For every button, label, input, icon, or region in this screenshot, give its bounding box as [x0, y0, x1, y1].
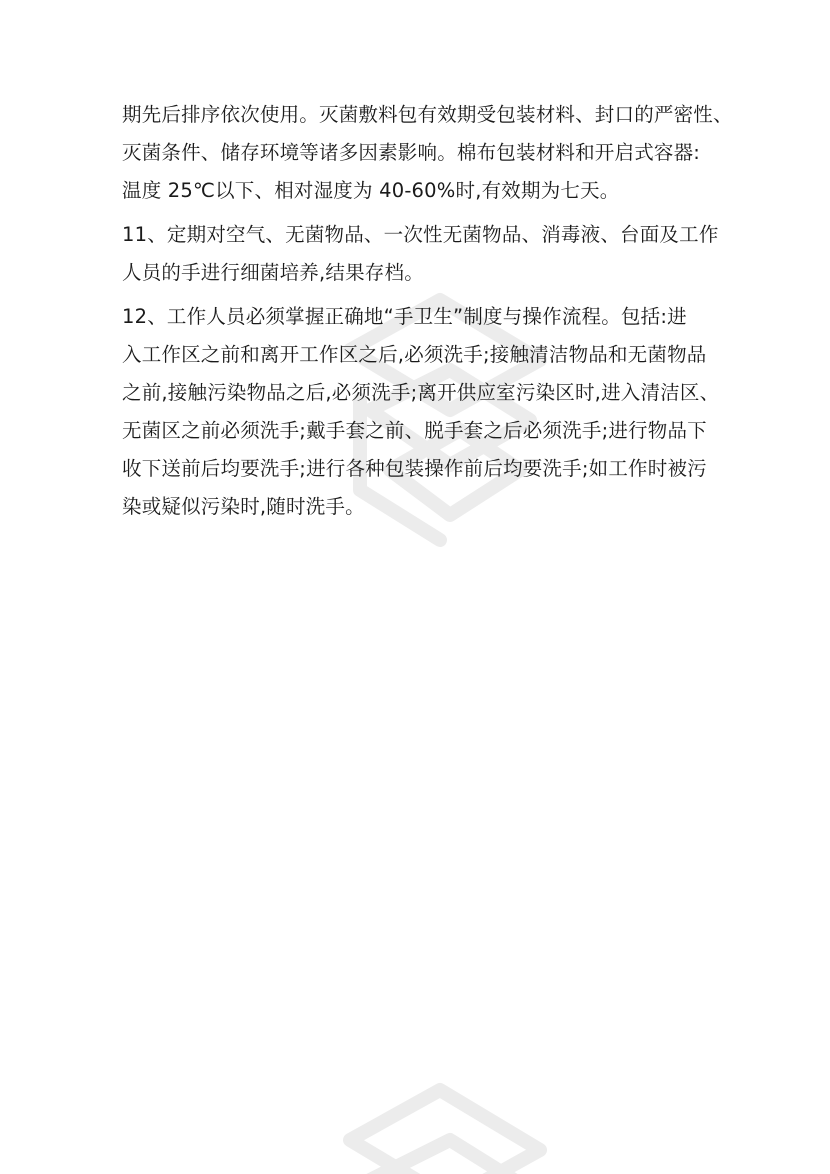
document-body	[122, 96, 733, 526]
text-line: 温度 25℃以下、相对湿度为 40-60%时,有效期为七天。	[122, 179, 620, 202]
watermark-logo-bottom	[330, 1070, 560, 1174]
paragraph-continued	[122, 96, 733, 210]
text-line: 染或疑似污染时,随时洗手。	[122, 495, 365, 518]
text-line: 期先后排序依次使用。灭菌敷料包有效期受包装材料、封口的严密性、	[122, 103, 733, 126]
text-line: 之前,接触污染物品之后,必须洗手;离开供应室污染区时,进入清洁区、	[122, 381, 720, 404]
paragraph-item-12	[122, 298, 720, 526]
text-line: 入工作区之前和离开工作区之后,必须洗手;接触清洁物品和无菌物品	[122, 343, 707, 366]
text-line: 12、工作人员必须掌握正确地“手卫生”制度与操作流程。包括:进	[122, 305, 687, 328]
text-line: 11、定期对空气、无菌物品、一次性无菌物品、消毒液、台面及工作	[122, 223, 719, 246]
paragraph-item-11	[122, 216, 719, 292]
text-line: 人员的手进行细菌培养,结果存档。	[122, 261, 424, 284]
text-line: 收下送前后均要洗手;进行各种包装操作前后均要洗手;如工作时被污	[122, 457, 707, 480]
text-line: 灭菌条件、储存环境等诸多因素影响。棉布包装材料和开启式容器:	[122, 141, 701, 164]
text-line: 无菌区之前必须洗手;戴手套之前、脱手套之后必须洗手;进行物品下	[122, 419, 707, 442]
